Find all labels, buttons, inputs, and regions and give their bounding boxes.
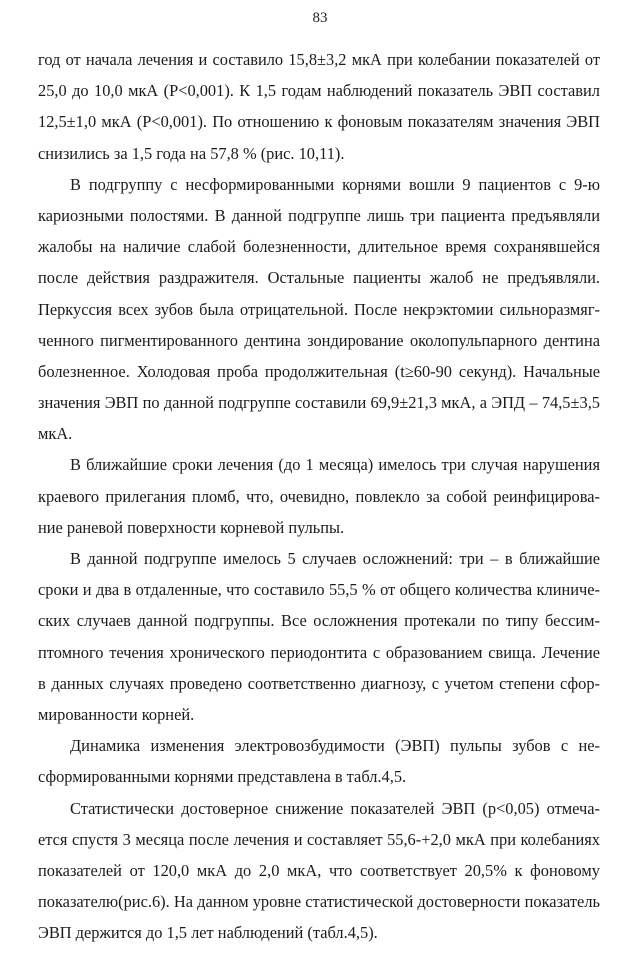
text-line: снизились за 1,5 года на 57,8 % (рис. 10,11). [38,143,345,163]
text-line: ется спустя 3 месяца после лечения и составляет 55,6-+2,0 мкА при колебаниях [38,829,600,849]
text-line: ских случаев данной подгруппы. Все осложнения протекали по типу бессим- [38,611,600,631]
text-line: краевого прилегания пломб, что, очевидно, повлекло за собой реинфицирова- [38,486,600,506]
text-line: жалобы на наличие слабой болезненности, длительное время сохранявшейся [38,237,600,257]
text-line: значения ЭВП по данной подгруппе составили 69,9±21,3 мкА, а ЭПД – 74,5±3,5 [38,393,600,413]
text-line: показателю(рис.6). На данном уровне статистической достоверности показатель [38,892,600,912]
text-line: ченного пигментированного дентина зондирование околопульпарного дентина [38,330,600,350]
text-line: кариозными полостями. В данной подгруппе лишь три пациента предъявляли [38,205,600,225]
text-line: после действия раздражителя. Остальные пациенты жалоб не предъявляли. [38,268,600,288]
text-line: В ближайшие сроки лечения (до 1 месяца) имелось три случая нарушения [70,455,600,475]
paragraph [38,169,600,450]
text-line: в данных случаях проведено соответственно диагнозу, с учетом степени сфор- [38,673,600,693]
text-line: сформированными корнями представлена в табл.4,5. [38,767,407,787]
paragraph [38,793,600,949]
text-line: птомного течения хронического периодонтита с образованием свища. Лечение [38,642,600,662]
text-line: В данной подгруппе имелось 5 случаев осложнений: три – в ближайшие [70,549,600,568]
text-line: ЭВП держится до 1,5 лет наблюдений (табл.4,5). [38,923,378,943]
text-line: болезненное. Холодовая проба продолжительная (t≥60-90 секунд). Начальные [38,361,600,381]
text-line: ние раневой поверхности корневой пульпы. [38,517,345,537]
text-line: Статистически достоверное снижение показателей ЭВП (p<0,05) отмеча- [70,798,600,818]
page-number: 83 [312,10,328,26]
text-line: год от начала лечения и составило 15,8±3,2 мкА при колебании показателей от [38,50,600,69]
paragraph [38,44,600,169]
text-line: В подгруппу с несформированными корнями вошли 9 пациентов с 9-ю [70,174,600,194]
text-line: мкА. [38,424,73,444]
paragraph [38,543,600,730]
text-line: сроки и два в отдаленные, что составило 55,5 % от общего количества клиниче- [38,580,600,600]
text-line: Динамика изменения электровозбудимости (ЭВП) пульпы зубов с не- [70,736,600,756]
text-line: показателей от 120,0 мкА до 2,0 мкА, что соответствует 20,5% к фоновому [38,860,600,880]
text-line: мированности корней. [38,704,195,724]
text-line: Перкуссия всех зубов была отрицательной. После некрэктомии сильноразмяг- [38,299,600,319]
text-line: 25,0 до 10,0 мкА (P<0,001). К 1,5 годам наблюдений показатель ЭВП составил [38,81,600,101]
paragraph [38,730,600,792]
text-line: 12,5±1,0 мкА (P<0,001). По отношению к фоновым показателям значения ЭВП [38,112,600,132]
body-text [38,44,600,948]
paragraph [38,449,600,543]
